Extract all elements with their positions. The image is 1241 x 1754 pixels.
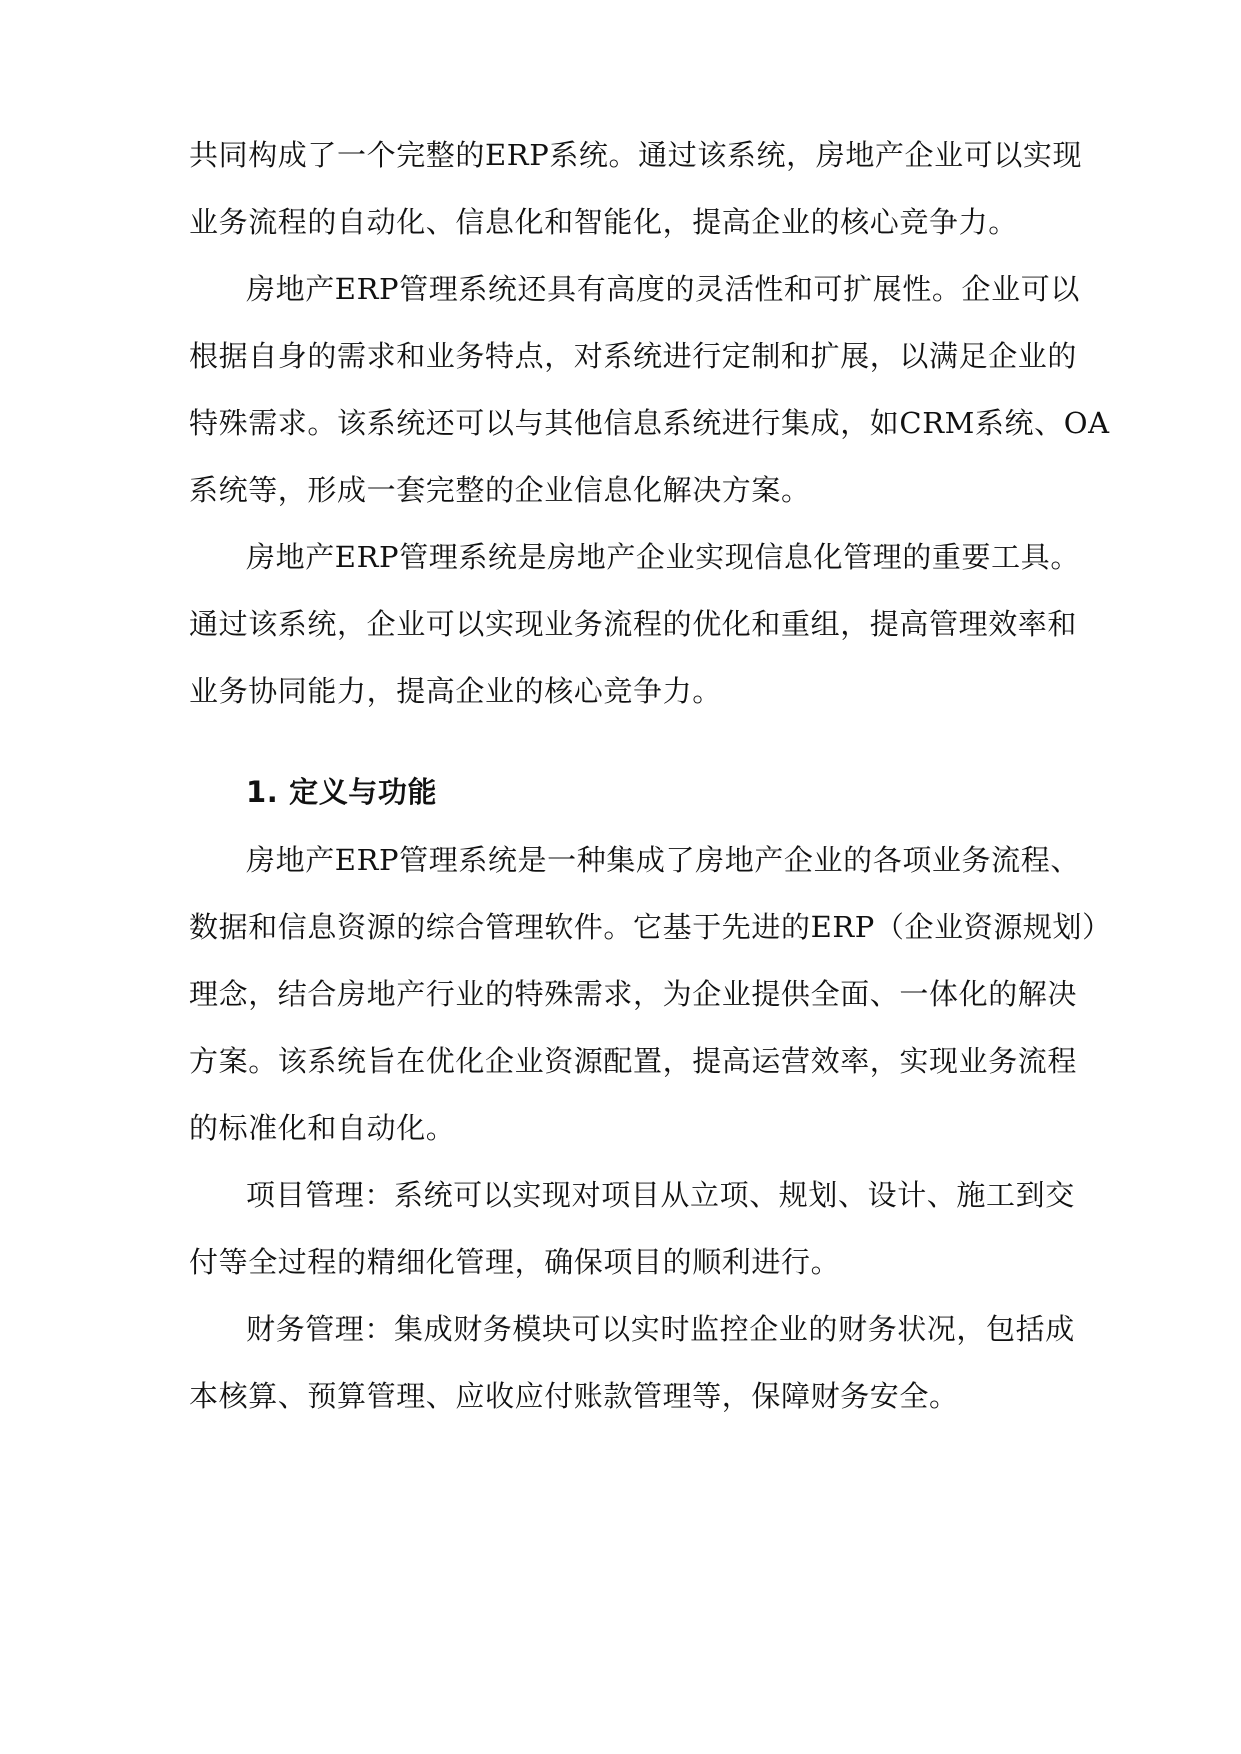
paragraph-3-line-1: 房地产ERP管理系统是房地产企业实现信息化管理的重要工具。 — [246, 540, 1080, 574]
section-paragraph-2-line-2: 付等全过程的精细化管理，确保项目的顺利进行。 — [189, 1245, 841, 1279]
paragraph-3-line-2: 通过该系统，企业可以实现业务流程的优化和重组，提高管理效率和 — [189, 607, 1078, 641]
paragraph-1-line-1: 共同构成了一个完整的ERP系统。通过该系统，房地产企业可以实现 — [189, 138, 1083, 172]
section-paragraph-1-line-5: 的标准化和自动化。 — [189, 1111, 456, 1145]
section-paragraph-2-line-1: 项目管理：系统可以实现对项目从立项、规划、设计、施工到交 — [246, 1178, 1075, 1212]
paragraph-1-line-2: 业务流程的自动化、信息化和智能化，提高企业的核心竞争力。 — [189, 205, 1018, 239]
section-paragraph-1-line-3: 理念，结合房地产行业的特殊需求，为企业提供全面、一体化的解决 — [189, 977, 1078, 1011]
paragraph-2-line-3: 特殊需求。该系统还可以与其他信息系统进行集成，如CRM系统、OA — [189, 406, 1110, 440]
section-paragraph-3-line-2: 本核算、预算管理、应收应付账款管理等，保障财务安全。 — [189, 1379, 959, 1413]
section-paragraph-1-line-2: 数据和信息资源的综合管理软件。它基于先进的ERP（企业资源规划） — [189, 910, 1112, 944]
paragraph-2-line-2: 根据自身的需求和业务特点，对系统进行定制和扩展，以满足企业的 — [189, 339, 1078, 373]
paragraph-2-line-4: 系统等，形成一套完整的企业信息化解决方案。 — [189, 473, 811, 507]
section-paragraph-1-line-1: 房地产ERP管理系统是一种集成了房地产企业的各项业务流程、 — [246, 843, 1080, 877]
paragraph-3-line-3: 业务协同能力，提高企业的核心竞争力。 — [189, 674, 722, 708]
paragraph-2-line-1: 房地产ERP管理系统还具有高度的灵活性和可扩展性。企业可以 — [246, 272, 1080, 306]
section-heading: 1. 定义与功能 — [246, 775, 438, 809]
section-paragraph-1-line-4: 方案。该系统旨在优化企业资源配置，提高运营效率，实现业务流程 — [189, 1044, 1078, 1078]
section-paragraph-3-line-1: 财务管理：集成财务模块可以实时监控企业的财务状况，包括成 — [246, 1312, 1075, 1346]
